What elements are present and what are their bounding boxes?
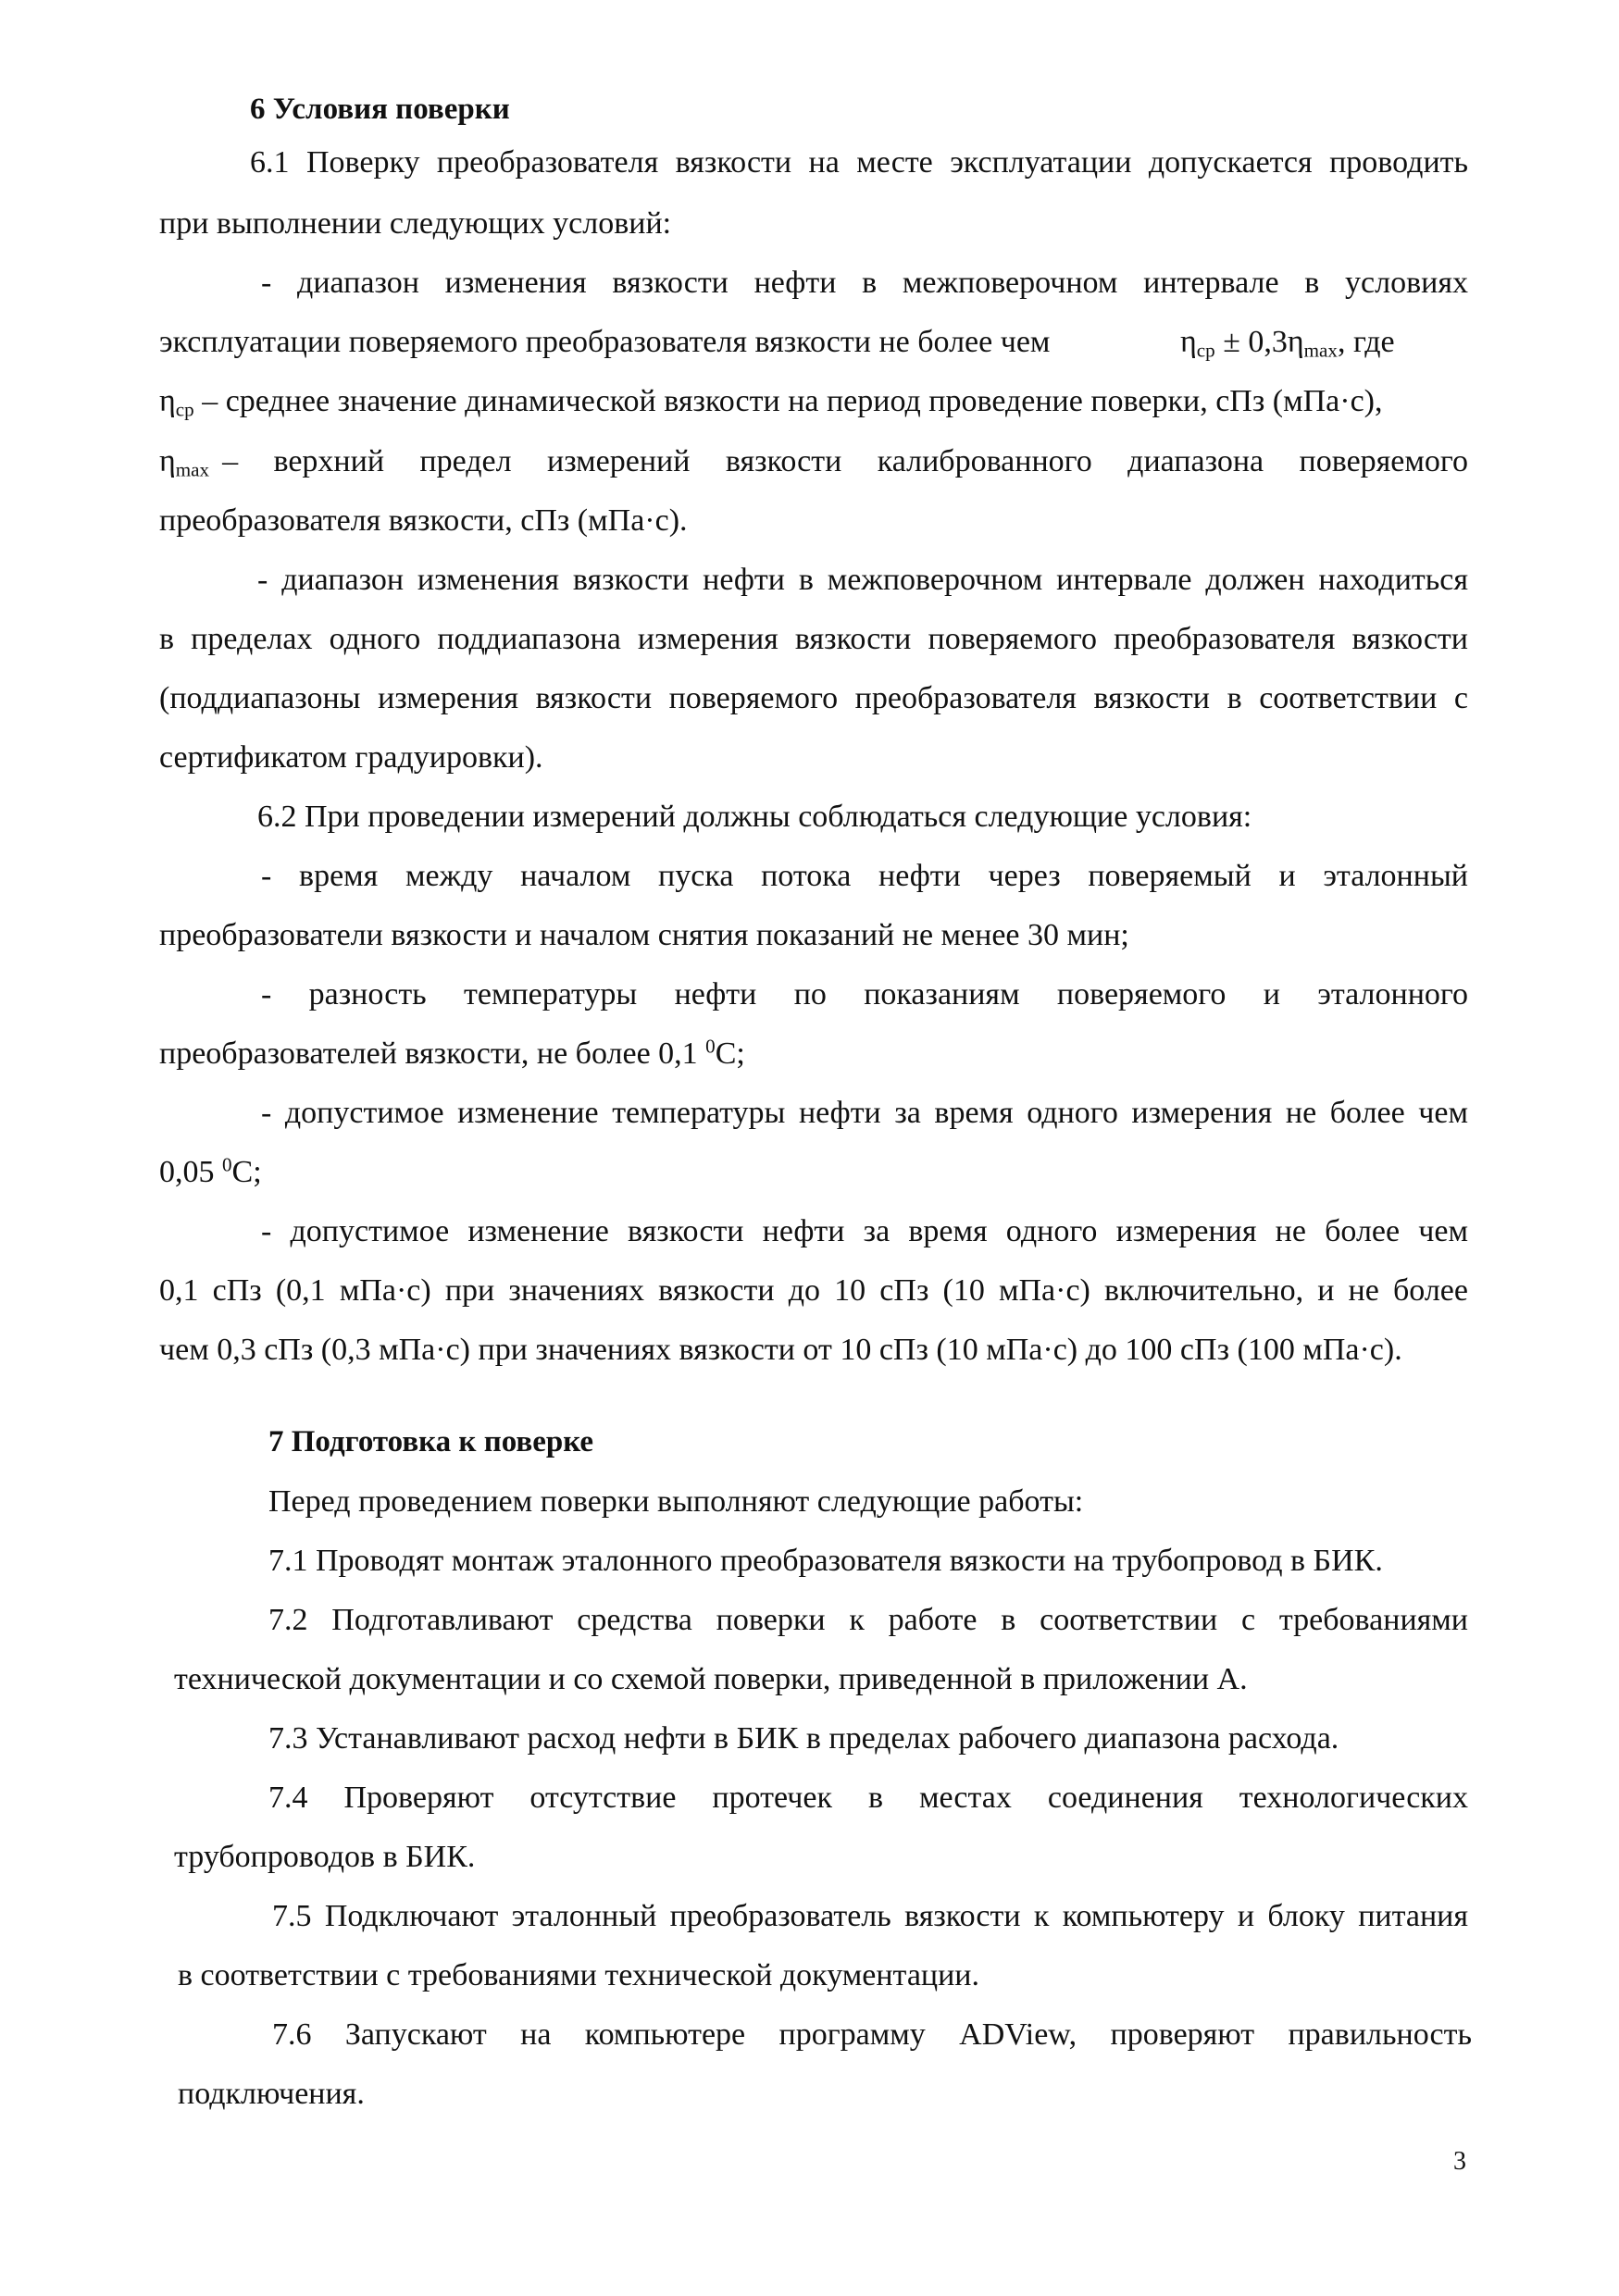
- text-line: 7.4 Проверяют отсутствие протечек в местах соединения технологических: [268, 1781, 1468, 1815]
- text-line: 7.1 Проводят монтаж эталонного преобразователя вязкости на трубопровод в БИК.: [268, 1544, 1383, 1578]
- text-line: 6.2 При проведении измерений должны соблюдаться следующие условия:: [257, 800, 1252, 834]
- text-line: трубопроводов в БИК.: [174, 1840, 476, 1874]
- formula-eta-range: $\eta_{ср} \pm 0,3\eta_{max}$, где: [1180, 325, 1395, 362]
- text-line: - разность температуры нефти по показаниям поверяемого и эталонного: [261, 977, 1468, 1011]
- text-line: чем 0,3 сПз (0,3 мПа·с) при значениях вязкости от 10 сПз (10 мПа·с) до 100 сПз (100 мПа·с).: [159, 1333, 1402, 1367]
- text-line: в соответствии с требованиями технической документации.: [178, 1958, 980, 1992]
- text-line: при выполнении следующих условий:: [159, 206, 672, 241]
- text-line-eta-cp: $\eta_{ср}$ – среднее значение динамической вязкости на период проведение поверки, сПз (мПа·с),: [159, 384, 1383, 421]
- text-line: сертификатом градуировки).: [159, 740, 543, 775]
- text-line: 7.5 Подключают эталонный преобразователь вязкости к компьютеру и блоку питания: [272, 1899, 1468, 1933]
- text-line: 7.6 Запускают на компьютере программу ADView, проверяют правильность: [272, 2017, 1472, 2052]
- text-line: в пределах одного поддиапазона измерения вязкости поверяемого преобразователя вязкости: [159, 622, 1468, 656]
- text-line: 6.1 Поверку преобразователя вязкости на месте эксплуатации допускается проводить: [250, 145, 1468, 180]
- section-6-heading: 6 Условия поверки: [250, 93, 510, 126]
- text-line: эксплуатации поверяемого преобразователя вязкости не более чем: [159, 325, 1051, 359]
- page-number: 3: [1453, 2147, 1466, 2176]
- text-line: технической документации и со схемой поверки, приведенной в приложении А.: [174, 1662, 1248, 1696]
- text-line: - диапазон изменения вязкости нефти в межповерочном интервале в условиях: [261, 266, 1468, 300]
- section-7-heading: 7 Подготовка к поверке: [268, 1425, 594, 1458]
- text-line-temp-change: 0,05 $^0$С;: [159, 1153, 262, 1189]
- text-line: - допустимое изменение температуры нефти за время одного измерения не более чем: [261, 1096, 1468, 1130]
- text-line: (поддиапазоны измерения вязкости поверяемого преобразователя вязкости в соответствии с: [159, 681, 1468, 715]
- text-line: - допустимое изменение вязкости нефти за время одного измерения не более чем: [261, 1214, 1468, 1248]
- text-line: преобразователи вязкости и началом снятия показаний не менее 30 мин;: [159, 918, 1129, 952]
- text-line: - диапазон изменения вязкости нефти в межповерочном интервале должен находиться: [257, 563, 1468, 597]
- text-line: 0,1 сПз (0,1 мПа·с) при значениях вязкости до 10 сПз (10 мПа·с) включительно, и не более: [159, 1273, 1468, 1308]
- text-line: преобразователя вязкости, сПз (мПа·с).: [159, 503, 688, 538]
- text-line: - время между началом пуска потока нефти через поверяемый и эталонный: [261, 859, 1468, 893]
- text-line: 7.2 Подготавливают средства поверки к работе в соответствии с требованиями: [268, 1603, 1468, 1637]
- text-line: Перед проведением поверки выполняют следующие работы:: [268, 1484, 1084, 1519]
- text-line-temp-diff: преобразователей вязкости, не более 0,1 $^0$С;: [159, 1035, 745, 1071]
- text-line: 7.3 Устанавливают расход нефти в БИК в пределах рабочего диапазона расхода.: [268, 1721, 1339, 1756]
- text-line-eta-max: $\eta_{max}$ – верхний предел измерений вязкости калиброванного диапазона поверяемого: [159, 444, 1468, 481]
- text-line: подключения.: [178, 2077, 365, 2111]
